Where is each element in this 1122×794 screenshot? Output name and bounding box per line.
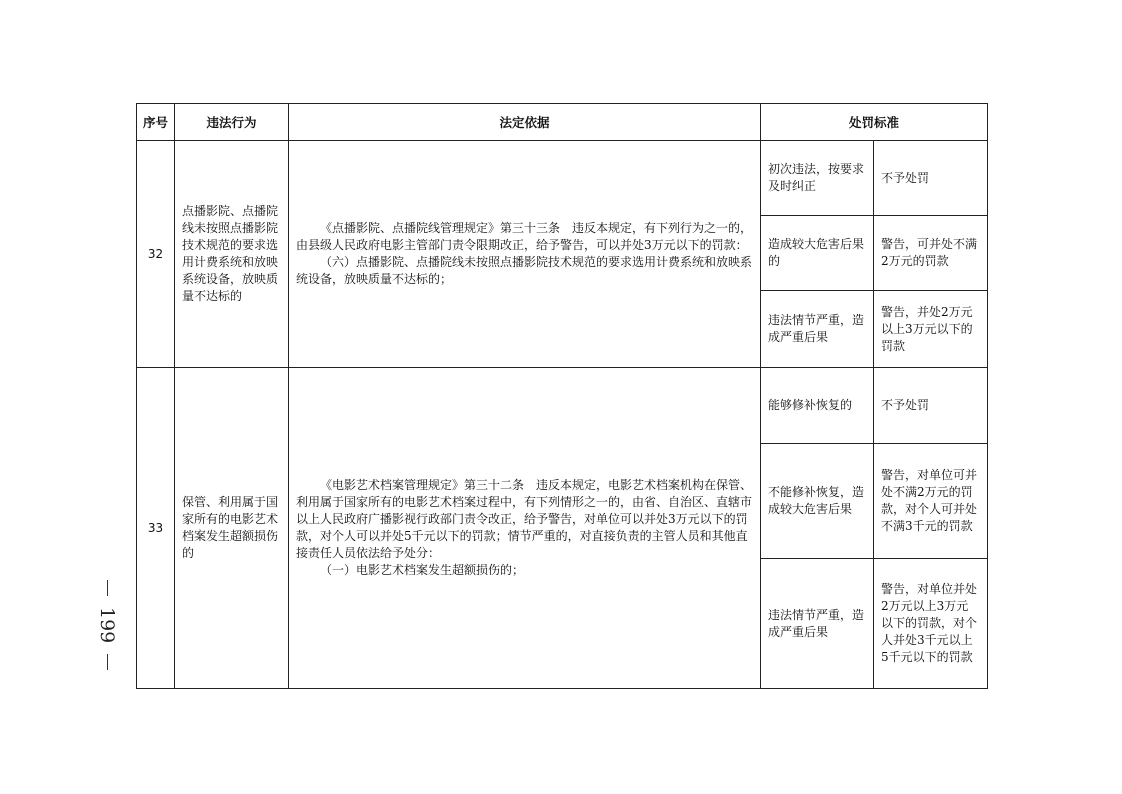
standard-penalty: 警告，对单位可并处不满2万元的罚款，对个人可并处不满3千元的罚款 xyxy=(874,444,988,559)
legal-basis-paragraph: 《电影艺术档案管理规定》第三十二条 违反本规定，电影艺术档案机构在保管、利用属于国家所有的电影艺术档案过程中，有下列情形之一的，由省、自治区、直辖市以上人民政府广播影视行政部门责令改正，给予警告，对单位可以并处3万元以下的罚款，对个人可以并处5千元以下的罚款；情节严重的，对直接负责的主管人员和其他直接责任人员依法给予处分： xyxy=(296,478,753,560)
standard-penalty: 不予处罚 xyxy=(874,141,988,216)
violation-text: 点播影院、点播院线未按照点播影院技术规范的要求选用计费系统和放映系统设备，放映质量不达标的 xyxy=(175,141,289,368)
legal-basis-paragraph: 《点播影院、点播院线管理规定》第三十三条 违反本规定，有下列行为之一的，由县级人民政府电影主管部门责令限期改正，给予警告，可以并处3万元以下的罚款： xyxy=(296,221,753,252)
page-number-dash-bottom xyxy=(107,654,108,670)
standard-penalty: 警告，可并处不满2万元的罚款 xyxy=(874,216,988,291)
legal-basis-paragraph: （六）点播影院、点播院线未按照点播影院技术规范的要求选用计费系统和放映系统设备，放映质量不达标的； xyxy=(296,255,753,286)
page-number-text: 199 xyxy=(96,606,118,644)
header-legal-basis: 法定依据 xyxy=(289,104,761,141)
page-number-dash-top xyxy=(107,580,108,596)
standard-condition: 不能修补恢复，造成较大危害后果 xyxy=(761,444,874,559)
row-seq: 33 xyxy=(137,368,175,689)
standard-penalty: 警告，并处2万元以上3万元以下的罚款 xyxy=(874,291,988,368)
header-violation: 违法行为 xyxy=(175,104,289,141)
standard-condition: 初次违法，按要求及时纠正 xyxy=(761,141,874,216)
row-seq: 32 xyxy=(137,141,175,368)
standard-penalty: 不予处罚 xyxy=(874,368,988,444)
header-penalty-standard: 处罚标准 xyxy=(761,104,988,141)
header-row xyxy=(137,104,988,141)
standard-condition: 造成较大危害后果的 xyxy=(761,216,874,291)
standard-condition: 能够修补恢复的 xyxy=(761,368,874,444)
table-row xyxy=(137,368,988,444)
violation-text: 保管、利用属于国家所有的电影艺术档案发生超额损伤的 xyxy=(175,368,289,689)
legal-basis-text xyxy=(289,368,761,689)
standard-condition: 违法情节严重，造成严重后果 xyxy=(761,291,874,368)
penalty-standards-table xyxy=(136,103,988,689)
header-seq: 序号 xyxy=(137,104,175,141)
page-number xyxy=(96,580,118,670)
table-row xyxy=(137,141,988,216)
standard-penalty: 警告，对单位并处2万元以上3万元以下的罚款，对个人并处3千元以上5千元以下的罚款 xyxy=(874,559,988,689)
standard-condition: 违法情节严重，造成严重后果 xyxy=(761,559,874,689)
legal-basis-text xyxy=(289,141,761,368)
legal-basis-paragraph: （一）电影艺术档案发生超额损伤的； xyxy=(320,563,525,577)
